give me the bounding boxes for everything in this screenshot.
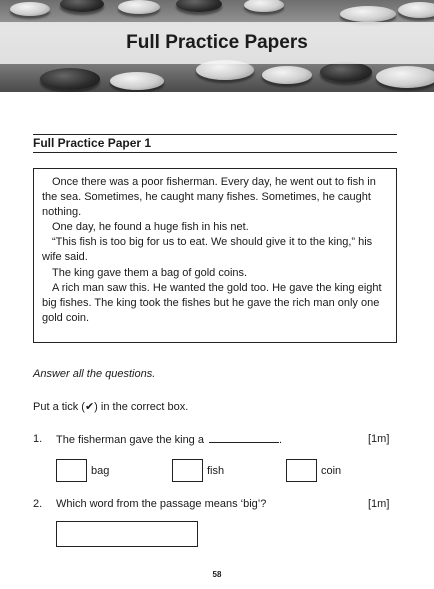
reading-passage — [33, 168, 397, 343]
checker-piece-image — [60, 0, 104, 12]
checker-piece-image — [110, 72, 164, 90]
checker-piece-image — [40, 68, 100, 90]
answer-box[interactable] — [56, 521, 198, 547]
option-label-coin: coin — [321, 465, 342, 477]
question-text — [56, 433, 282, 446]
checker-piece-image — [376, 66, 434, 88]
question-punctuation: . — [279, 434, 283, 446]
instruction-tick: Put a tick (✔) in the correct box. — [33, 401, 189, 413]
option-label-bag: bag — [91, 465, 110, 477]
passage-paragraph: The king gave them a bag of gold coins. — [52, 266, 248, 279]
question-text: Which word from the passage means ‘big’? — [56, 498, 267, 510]
checker-piece-image — [176, 0, 222, 12]
section-title: Full Practice Paper 1 — [33, 134, 397, 153]
passage-paragraph: One day, he found a huge fish in his net. — [52, 221, 249, 234]
checker-piece-image — [320, 62, 372, 82]
instruction-answer-all: Answer all the questions. — [33, 368, 156, 380]
page-title: Full Practice Papers — [126, 32, 308, 53]
page-number: 58 — [212, 570, 222, 579]
checker-piece-image — [244, 0, 284, 12]
option-checkbox-fish[interactable] — [172, 459, 203, 482]
header-banner — [0, 0, 434, 92]
question-prompt: The fisherman gave the king a — [56, 434, 204, 446]
option-checkbox-coin[interactable] — [286, 459, 317, 482]
checker-piece-image — [10, 2, 50, 16]
marks-label: [1m] — [368, 498, 390, 510]
question-number: 2. — [33, 498, 43, 510]
marks-label: [1m] — [368, 433, 390, 445]
passage-paragraph: A rich man saw this. He wanted the gold too. He gave the king eight big fishes. The king took the fishes but he gave the rich man only one gold coin. — [42, 281, 382, 324]
passage-paragraph: Once there was a poor fisherman. Every day, he went out to fish in the sea. Sometimes, he caught many fishes. Sometimes, he caught nothing. — [42, 176, 376, 219]
checker-piece-image — [398, 2, 434, 18]
option-label-fish: fish — [207, 465, 225, 477]
checker-piece-image — [340, 6, 396, 22]
checker-piece-image — [118, 0, 160, 14]
checker-piece-image — [262, 66, 312, 84]
passage-paragraph: “This fish is too big for us to eat. We should give it to the king,” his wife said. — [42, 236, 373, 264]
option-checkbox-bag[interactable] — [56, 459, 87, 482]
answer-blank — [209, 433, 279, 443]
question-number: 1. — [33, 433, 43, 445]
